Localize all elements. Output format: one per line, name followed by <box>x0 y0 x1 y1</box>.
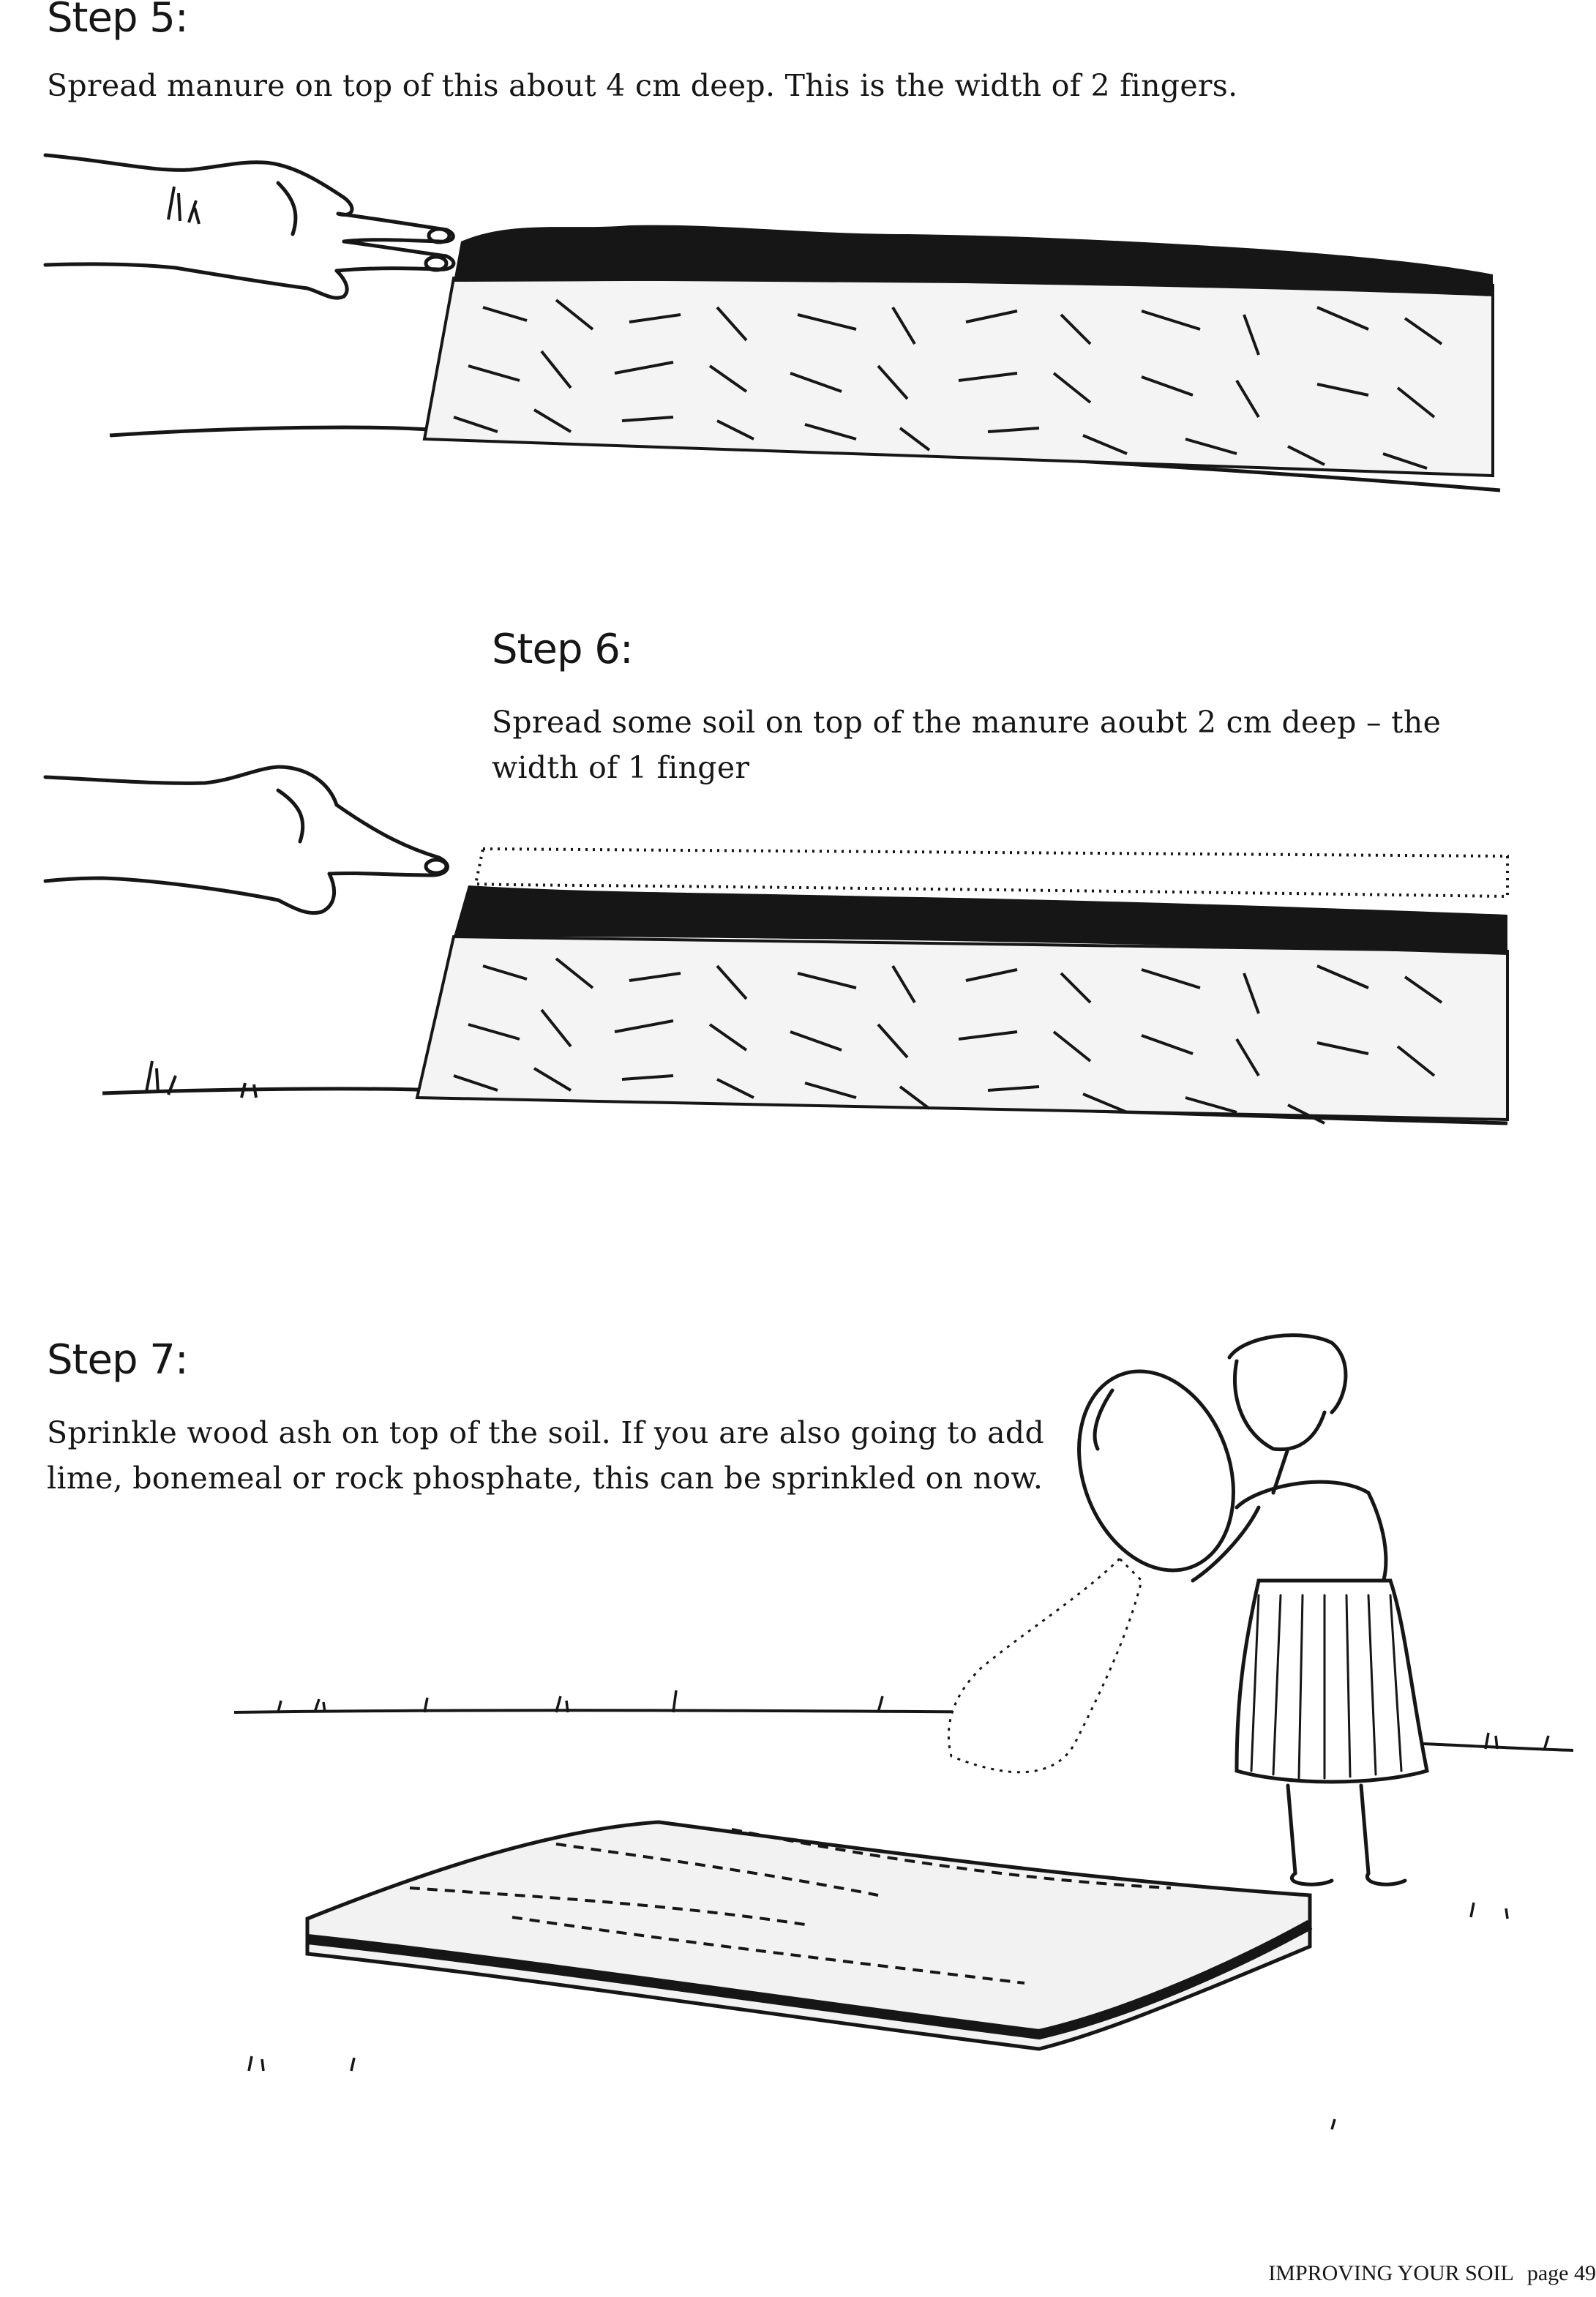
step-7-title: Step 7: <box>47 1336 188 1384</box>
footer-page-number: page 49 <box>1526 2261 1596 2285</box>
soil-layer <box>476 849 1507 896</box>
basin <box>1052 1349 1260 1592</box>
step-5-illustration <box>0 132 1596 527</box>
step-7-text: Sprinkle wood ash on top of the soil. If you are also going to add lime, bonemeal or rock phosphate, this can be sprinkled on now. <box>47 1415 1045 1496</box>
step-5-title: Step 5: <box>47 0 188 42</box>
footer-section: IMPROVING YOUR SOIL <box>1268 2261 1514 2285</box>
hand-one-finger-icon <box>45 767 447 913</box>
step-7-illustration <box>0 1317 1596 2181</box>
headscarf <box>1229 1335 1346 1412</box>
hand-two-fingers-icon <box>45 155 454 298</box>
step-6-illustration <box>0 754 1596 1164</box>
page-footer <box>1268 2261 1596 2286</box>
step-6-text: Spread some soil on top of the manure aoubt 2 cm deep – the width of 1 finger <box>492 705 1442 785</box>
ash-stream <box>948 1559 1142 1772</box>
mulch-layer <box>417 937 1507 1123</box>
garden-bed <box>307 1822 1310 2049</box>
skirt <box>1237 1581 1427 1782</box>
step-5-text: Spread manure on top of this about 4 cm deep. This is the width of 2 fingers. <box>47 68 1238 103</box>
mulch-layer <box>424 278 1493 476</box>
grass-tuft-icon <box>168 187 199 224</box>
step-6-title: Step 6: <box>492 626 633 673</box>
